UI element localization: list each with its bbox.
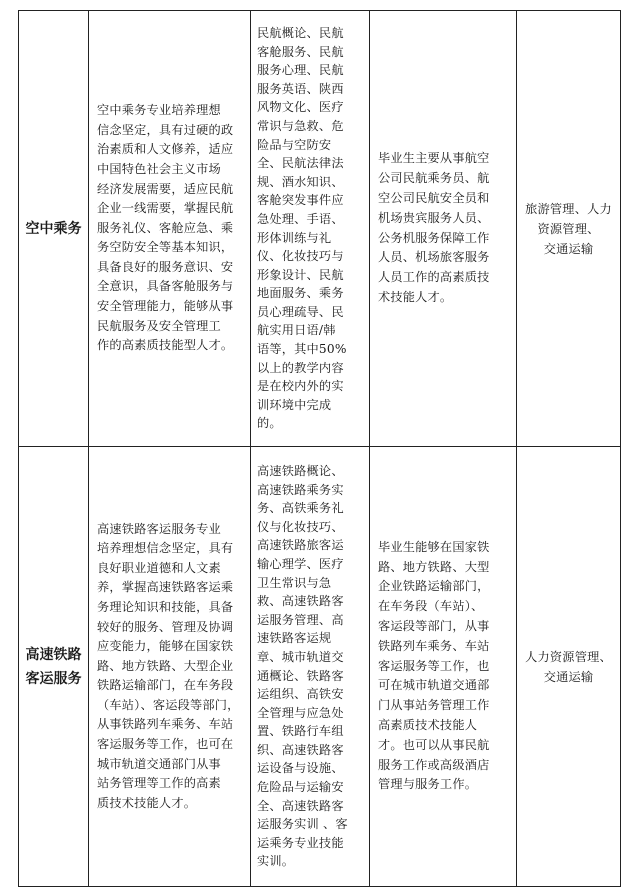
training-goal-text: 空中乘务专业培养理想 信念坚定，具有过硬的政 治素质和人文修养，适应 中国特色社会主义市场 经济发展需要，适应民航 企业一线需要，掌握民航 服务礼仪、客舱应急、乘 务空防安全等基本知识， 具备良好的服务意识、安 全意识，具备客舱服务与 安全管理能力，能够从事 民航服务及安全管理工 作的高素质技能型人才。 — [97, 103, 234, 353]
major-name: 高速铁路 客运服务 — [25, 646, 82, 687]
related-majors-cell — [517, 447, 621, 887]
employment-cell — [370, 447, 517, 887]
employment-text: 毕业生能够在国家铁 路、地方铁路、大型 企业铁路运输部门， 在车务段（车站）、 客运段等部门，从事 铁路列车乘务、车站 客运服务等工作，也 可在城市轨道交通部 门从事站务管理工作 高素质技术技能人 才。也可以从事民航 服务工作或高级酒店 管理与服务工作。 — [378, 539, 490, 792]
training-goal-cell — [89, 11, 251, 447]
major-name-cell — [19, 11, 89, 447]
table-row — [19, 11, 621, 447]
training-goal-cell — [89, 447, 251, 887]
core-courses-text: 高速铁路概论、 高速铁路乘务实 务、高铁乘务礼 仪与化妆技巧、 高速铁路旅客运 输心理学、医疗 卫生常识与急 救、高速铁路客 运服务管理、高 速铁路客运规 章、城市轨道交 通概论、铁路客 运组织、高铁安 全管理与应急处 置、铁路行车组 织、高速铁路客 运设备与设施、 危险品与运输安 全、高速铁路客 运服务实训 、客 运乘务专业技能 实训。 — [257, 463, 348, 869]
core-courses-text: 民航概论、民航 客舱服务、民航 服务心理、民航 服务英语、陕西 风物文化、医疗 常识与急救、危 险品与空防安 全、民航法律法 规、酒水知识、 客舱突发事件应 急处理、手语、 形体训练与礼 仪、化妆技巧与 形象设计、民航 地面服务、乘务 员心理疏导、民 航实用日语/韩 语等，其中50% 以上的教学内容 是在校内外的实 训环境中完成 的。 — [257, 25, 347, 431]
employment-cell — [370, 11, 517, 447]
table-row — [19, 447, 621, 887]
core-courses-cell — [251, 447, 370, 887]
employment-text: 毕业生主要从事航空 公司民航乘务员、航 空公司民航安全员和 机场贵宾服务人员、 公务机服务保障工作 人员、机场旅客服务 人员工作的高素质技 术技能人才。 — [378, 151, 490, 304]
major-name: 空中乘务 — [25, 220, 82, 237]
specialty-table — [18, 10, 621, 887]
related-majors-text: 人力资源管理、 交通运输 — [525, 649, 612, 684]
related-majors-cell — [517, 11, 621, 447]
related-majors-text: 旅游管理、人力 资源管理、 交通运输 — [525, 201, 612, 256]
training-goal-text: 高速铁路客运服务专业 培养理想信念坚定，具有 良好职业道德和人文素 养，掌握高速铁路客运乘 务理论知识和技能，具备 较好的服务、管理及协调 应变能力，能够在国家铁 路、地方铁路、大型企业 铁路运输部门，在车务段 （车站）、客运段等部门， 从事铁路列车乘务、车站 客运服务等工作，也可在 城市轨道交通部门从事 站务管理等工作的高素 质技术技能人才。 — [97, 521, 240, 810]
major-name-cell — [19, 447, 89, 887]
core-courses-cell — [251, 11, 370, 447]
